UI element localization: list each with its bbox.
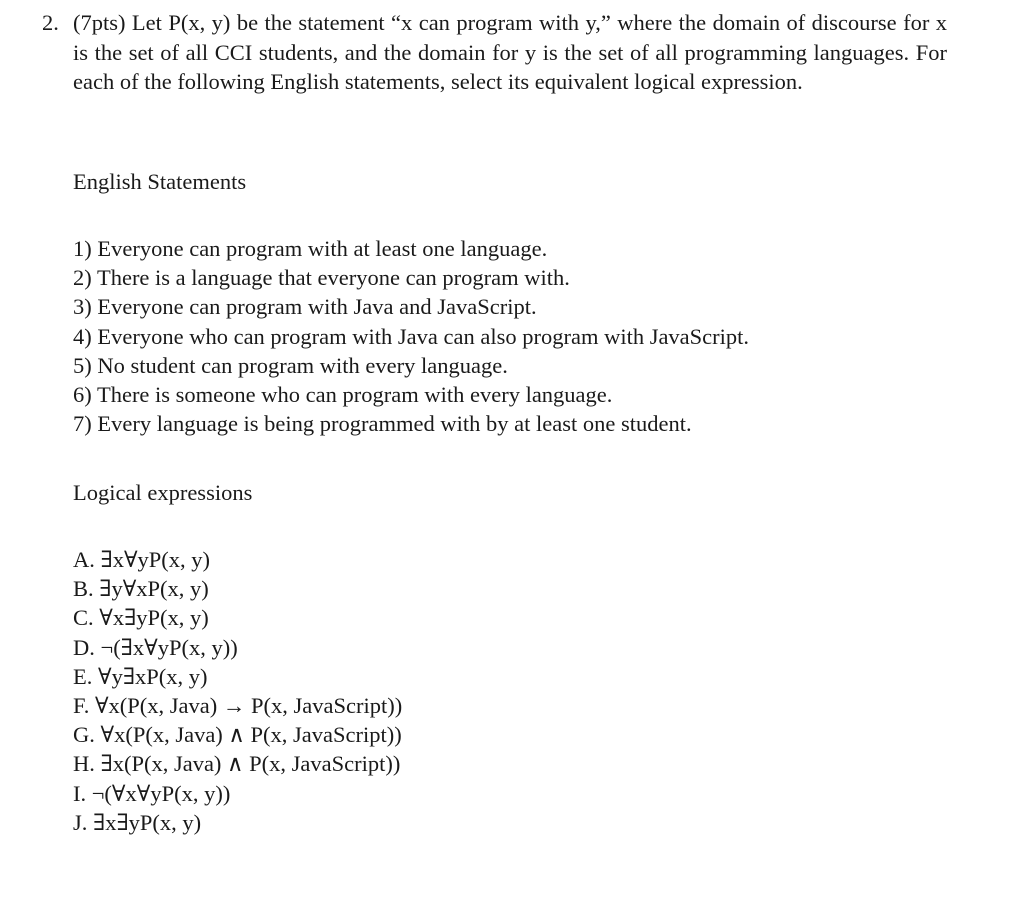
statement-item: 5) No student can program with every language. xyxy=(73,352,508,378)
expression-item: I. ¬(∀x∀yP(x, y)) xyxy=(73,780,231,806)
problem-number: 2. xyxy=(42,10,59,35)
statement-item: 3) Everyone can program with Java and JavaScript. xyxy=(73,294,537,320)
statement-item: 2) There is a language that everyone can program with. xyxy=(73,265,570,291)
expression-item: C. ∀x∃yP(x, y) xyxy=(73,605,209,631)
english-statements-heading: English Statements xyxy=(73,169,247,194)
expression-item: H. ∃x(P(x, Java) ∧ P(x, JavaScript)) xyxy=(73,751,401,777)
statement-item: 7) Every language is being programmed with by at least one student. xyxy=(73,411,692,437)
expression-item: B. ∃y∀xP(x, y) xyxy=(73,576,209,602)
expression-item: J. ∃x∃yP(x, y) xyxy=(73,809,202,835)
expression-item: D. ¬(∃x∀yP(x, y)) xyxy=(73,634,238,660)
statement-item: 6) There is someone who can program with every language. xyxy=(73,381,613,407)
statement-item: 1) Everyone can program with at least one language. xyxy=(73,236,548,261)
expression-item: F. ∀x(P(x, Java) → P(x, JavaScript)) xyxy=(73,692,403,718)
english-statements-list xyxy=(73,234,749,438)
expression-item: A. ∃x∀yP(x, y) xyxy=(73,547,211,572)
logical-expressions-heading: Logical expressions xyxy=(73,480,253,505)
statement-item: 4) Everyone who can program with Java can also program with JavaScript. xyxy=(73,323,750,349)
expression-item: G. ∀x(P(x, Java) ∧ P(x, JavaScript)) xyxy=(73,722,402,748)
problem-statement xyxy=(42,8,947,97)
expression-item: E. ∀y∃xP(x, y) xyxy=(73,663,208,689)
problem-text: (7pts) Let P(x, y) be the statement “x can program with y,” where the domain of discourse for x is the set of all CCI students, and the domain for y is the set of all programming languages. For each of the following English statements, select its equivalent logical expression. xyxy=(73,10,947,94)
logical-expressions-list xyxy=(73,545,402,837)
